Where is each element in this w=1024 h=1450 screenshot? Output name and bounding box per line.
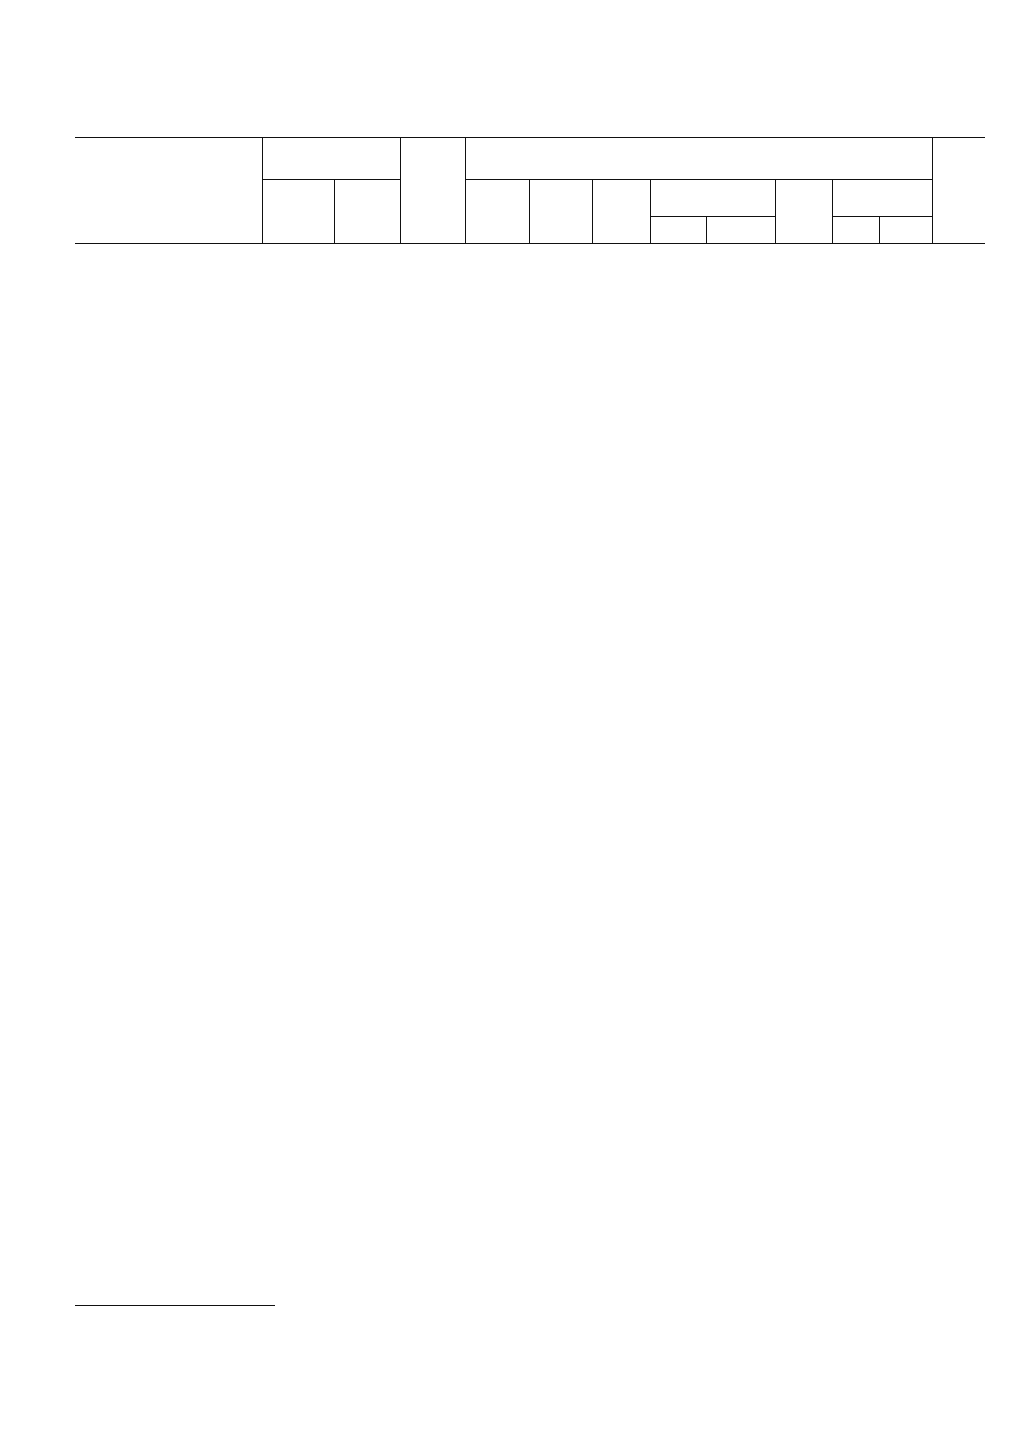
footer-rule [75, 1305, 275, 1306]
header-subrule [832, 216, 932, 217]
header-subrule [465, 179, 932, 180]
header-divider [879, 216, 880, 243]
header-subrule [262, 179, 400, 180]
header-divider [592, 179, 593, 243]
header-divider [706, 216, 707, 243]
header-divider [334, 179, 335, 243]
page-header [145, 92, 173, 114]
header-divider [465, 137, 466, 243]
header-bottom-rule [75, 243, 985, 244]
header-divider [262, 137, 263, 243]
header-subrule [650, 216, 775, 217]
header-divider [832, 179, 833, 243]
header-divider [529, 179, 530, 243]
header-divider [932, 137, 933, 243]
header-divider [775, 179, 776, 243]
header-divider [650, 179, 651, 243]
header-top-rule [75, 137, 985, 138]
header-divider [400, 137, 401, 243]
